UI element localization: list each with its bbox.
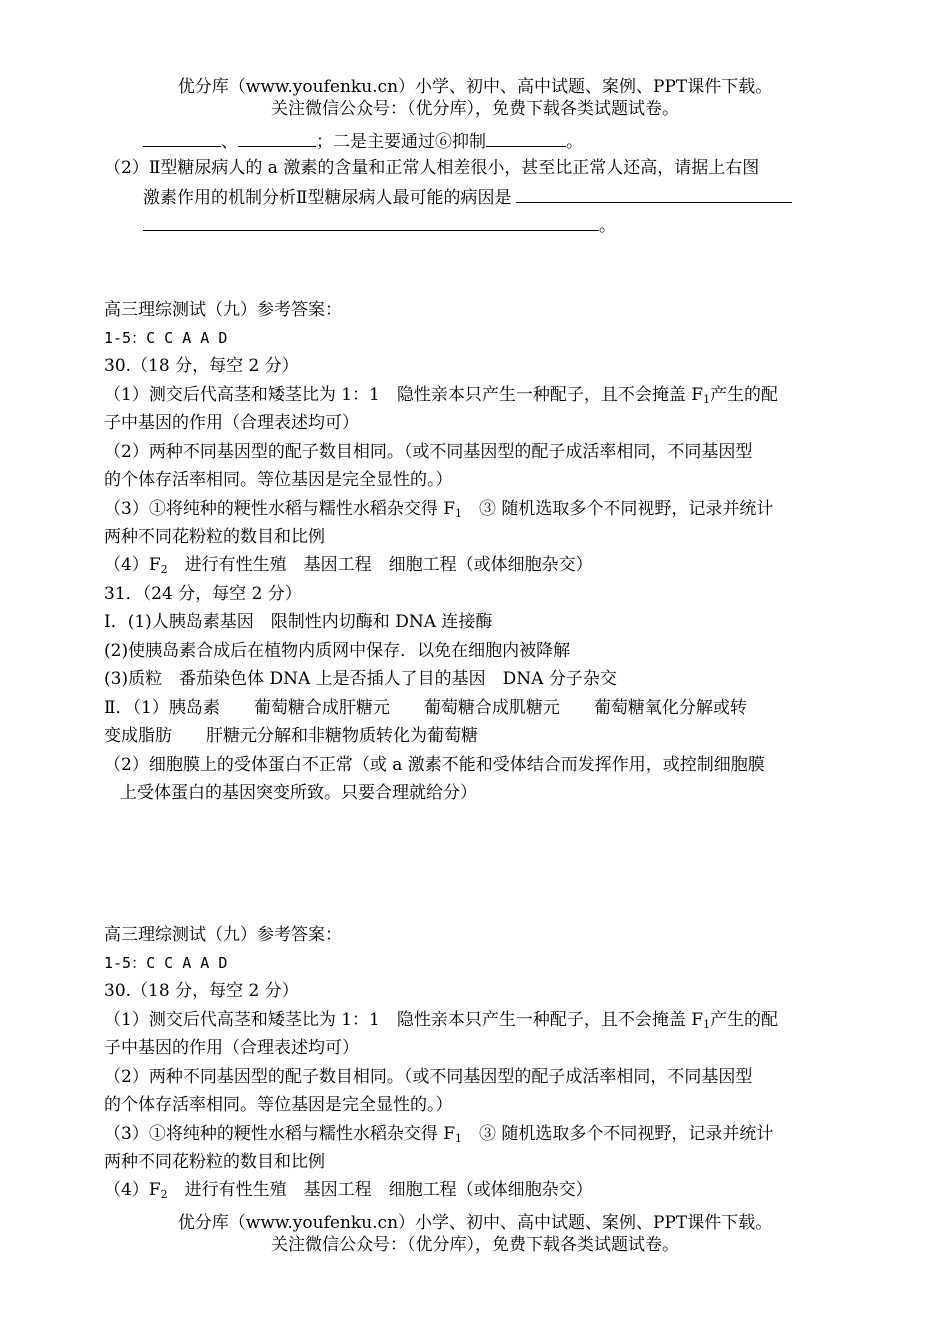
text: 产生的配 — [710, 1010, 779, 1030]
q31-II-1-line-2: 变成脂肪 肝糖元分解和非糖物质转化为葡萄糖 — [104, 726, 478, 746]
q30-3-line-2: 两种不同花粉粒的数目和比例 — [104, 1152, 325, 1172]
subscript: 1 — [455, 507, 463, 520]
text: （3）①将纯种的粳性水稻与糯性水稻杂交得 F — [104, 499, 456, 519]
q31-II-1-line-1: Ⅱ．（1）胰岛素 葡萄糖合成肝糖元 葡萄糖合成肌糖元 葡萄糖氧化分解或转 — [104, 698, 747, 718]
q30-3-line-1 — [104, 1122, 850, 1146]
q31-heading: 31．（24 分，每空 2 分） — [104, 584, 302, 604]
text: （1）测交后代高茎和矮茎比为 1：1 隐性亲本只产生一种配子，且不会掩盖 F — [104, 385, 704, 405]
q30-4-line — [104, 1178, 850, 1202]
q30-1-line-1 — [104, 1008, 850, 1032]
answer-blank — [143, 212, 599, 231]
subscript: 1 — [703, 1018, 711, 1031]
q30-2-line-1: （2）两种不同基因型的配子数目相同。（或不同基因型的配子成活率相同，不同基因型 — [104, 1067, 753, 1087]
separator: 、 — [221, 132, 238, 152]
q31-II-2-line-1: （2）细胞膜上的受体蛋白不正常（或 a 激素不能和受体结合而发挥作用，或控制细胞膜 — [104, 755, 765, 775]
header-line-1: 优分库（www.youfenku.cn）小学、初中、高中试题、案例、PPT课件下载。 — [177, 77, 773, 97]
subscript: 1 — [455, 1132, 463, 1145]
text: 进行有性生殖 基因工程 细胞工程（或体细胞杂交） — [167, 555, 593, 575]
question-text: ；二是主要通过⑥抑制 — [316, 132, 486, 152]
q30-heading: 30.（18 分，每空 2 分） — [104, 356, 299, 376]
period: 。 — [566, 132, 583, 152]
period: 。 — [599, 216, 616, 236]
q30-1-line-2: 子中基因的作用（合理表述均可） — [104, 413, 359, 433]
text: （4）F — [104, 1180, 161, 1200]
subscript: 2 — [160, 1188, 168, 1201]
q30-2-line-1: （2）两种不同基因型的配子数目相同。（或不同基因型的配子成活率相同，不同基因型 — [104, 442, 753, 462]
q31-I-1: I．(1)人胰岛素基因 限制性内切酶和 DNA 连接酶 — [104, 612, 493, 632]
text: ③ 随机选取多个不同视野，记录并统计 — [462, 499, 774, 519]
q31-I-2: (2)使胰岛素合成后在植物内质网中保存．以免在细胞内被降解 — [104, 641, 571, 661]
footer-line-2: 关注微信公众号：（优分库），免费下载各类试题试卷。 — [271, 1235, 679, 1255]
q31-I-3: (3)质粒 番茄染色体 DNA 上是否插人了目的基因 DNA 分子杂交 — [104, 669, 617, 689]
subscript: 2 — [160, 563, 168, 576]
text: 进行有性生殖 基因工程 细胞工程（或体细胞杂交） — [167, 1180, 593, 1200]
question-2-line-2 — [143, 184, 889, 210]
header-line-2: 关注微信公众号：（优分库），免费下载各类试题试卷。 — [271, 99, 679, 119]
answer-blank — [143, 128, 221, 147]
mc-answers: 1-5：C C A A D — [104, 954, 228, 972]
question-text: 激素作用的机制分析Ⅱ型糖尿病人最可能的病因是 — [143, 188, 512, 208]
text: （1）测交后代高茎和矮茎比为 1：1 隐性亲本只产生一种配子，且不会掩盖 F — [104, 1010, 704, 1030]
question-2-line-3 — [143, 212, 889, 238]
q30-heading: 30.（18 分，每空 2 分） — [104, 981, 299, 1001]
answer-blank — [238, 128, 316, 147]
footer-line-1: 优分库（www.youfenku.cn）小学、初中、高中试题、案例、PPT课件下载。 — [177, 1213, 773, 1233]
q30-1-line-2: 子中基因的作用（合理表述均可） — [104, 1038, 359, 1058]
subscript: 1 — [703, 393, 711, 406]
text: ③ 随机选取多个不同视野，记录并统计 — [462, 1124, 774, 1144]
q30-2-line-2: 的个体存活率相同。等位基因是完全显性的。） — [104, 470, 453, 490]
answer-blank — [486, 128, 566, 147]
fill-blank-line — [143, 128, 889, 154]
q30-3-line-1 — [104, 497, 850, 521]
text: （4）F — [104, 555, 161, 575]
q31-II-2-line-2: 上受体蛋白的基因突变所致。只要合理就给分） — [120, 783, 477, 803]
q30-2-line-2: 的个体存活率相同。等位基因是完全显性的。） — [104, 1095, 453, 1115]
mc-answers: 1-5：C C A A D — [104, 329, 228, 347]
q30-1-line-1 — [104, 383, 850, 407]
text: 产生的配 — [710, 385, 779, 405]
answer-title: 高三理综测试（九）参考答案： — [104, 925, 342, 945]
answer-title: 高三理综测试（九）参考答案： — [104, 300, 342, 320]
question-2-line-1: （2）Ⅱ型糖尿病人的 a 激素的含量和正常人相差很小，甚至比正常人还高，请据上右图 — [104, 158, 760, 178]
q30-3-line-2: 两种不同花粉粒的数目和比例 — [104, 527, 325, 547]
answer-blank — [516, 184, 792, 203]
text: （3）①将纯种的粳性水稻与糯性水稻杂交得 F — [104, 1124, 456, 1144]
q30-4-line — [104, 553, 850, 577]
